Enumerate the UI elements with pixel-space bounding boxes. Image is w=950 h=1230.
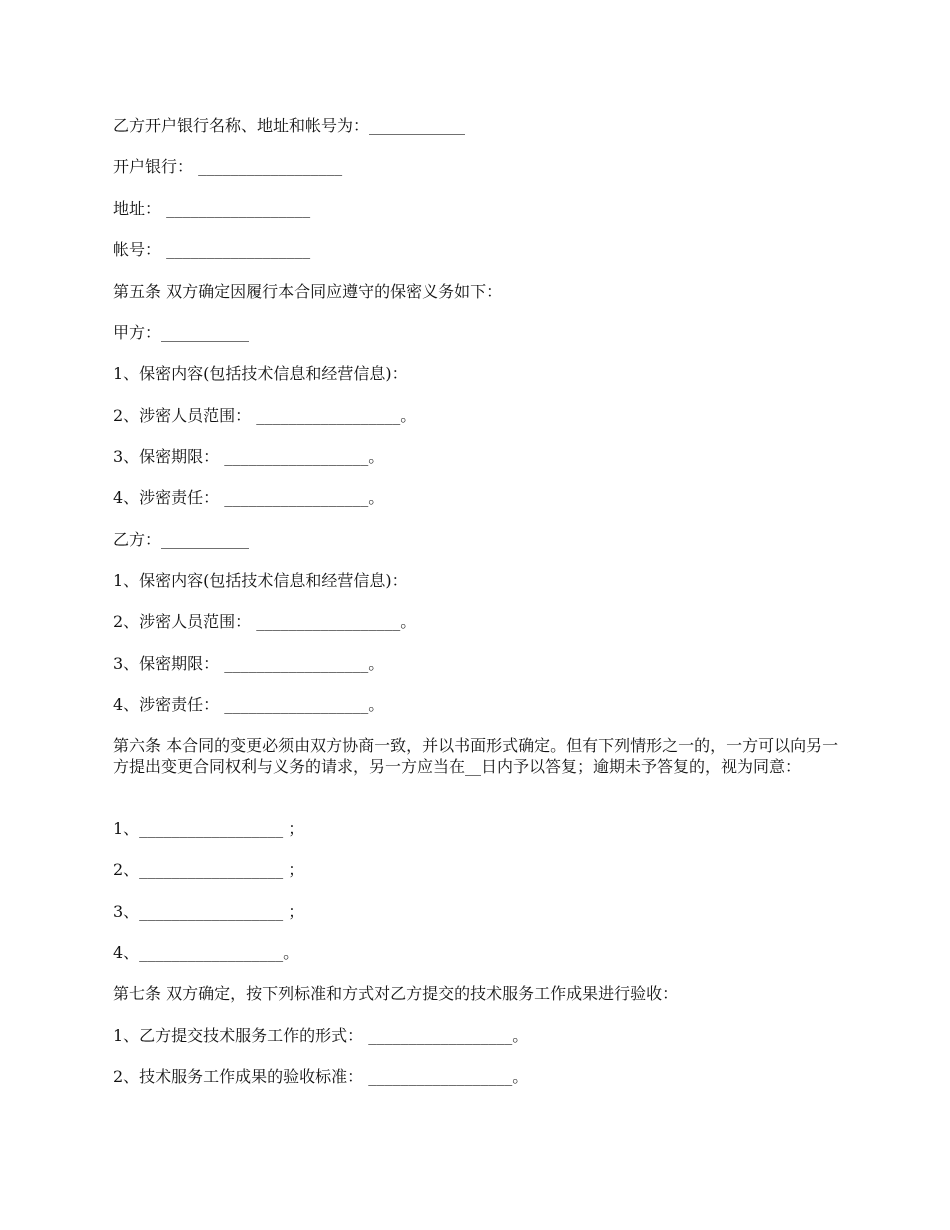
party-b-item-4: 4、涉密责任： __________________。 — [113, 695, 385, 714]
party-a-item-1: 1、保密内容(包括技术信息和经营信息)： — [113, 364, 408, 383]
party-a-item-4: 4、涉密责任： __________________。 — [113, 488, 385, 507]
article-6-paragraph: 第六条 本合同的变更必须由双方协商一致，并以书面形式确定。但有下列情形之一的，一方可以向另一方提出变更合同权利与义务的请求，另一方应当在__日内予以答复；逾期未予答复的，视为同意： — [113, 736, 839, 776]
party-b-label: 乙方：___________ — [113, 530, 250, 549]
article-7-item-2: 2、技术服务工作成果的验收标准： __________________。 — [113, 1067, 529, 1086]
account-number-field: 帐号： __________________ — [113, 240, 311, 259]
article-6-item-4: 4、__________________。 — [113, 943, 300, 962]
article-7-heading: 第七条 双方确定，按下列标准和方式对乙方提交的技术服务工作成果进行验收： — [113, 984, 679, 1003]
party-b-item-1: 1、保密内容(包括技术信息和经营信息)： — [113, 571, 408, 590]
address-field: 地址： __________________ — [113, 199, 311, 218]
party-b-item-2: 2、涉密人员范围： __________________。 — [113, 612, 417, 631]
party-a-label: 甲方：___________ — [113, 323, 250, 342]
party-b-item-3: 3、保密期限： __________________。 — [113, 654, 385, 673]
article-6-item-3: 3、__________________ ； — [113, 902, 305, 921]
bank-name-field: 开户银行： __________________ — [113, 157, 343, 176]
article-5-heading: 第五条 双方确定因履行本合同应遵守的保密义务如下： — [113, 282, 503, 301]
article-6-item-2: 2、__________________ ； — [113, 860, 305, 879]
article-7-item-1: 1、乙方提交技术服务工作的形式： __________________。 — [113, 1026, 529, 1045]
party-a-item-2: 2、涉密人员范围： __________________。 — [113, 406, 417, 425]
party-a-item-3: 3、保密期限： __________________。 — [113, 447, 385, 466]
article-6-item-1: 1、__________________ ； — [113, 819, 305, 838]
party-b-bank-heading: 乙方开户银行名称、地址和帐号为：____________ — [113, 116, 466, 135]
